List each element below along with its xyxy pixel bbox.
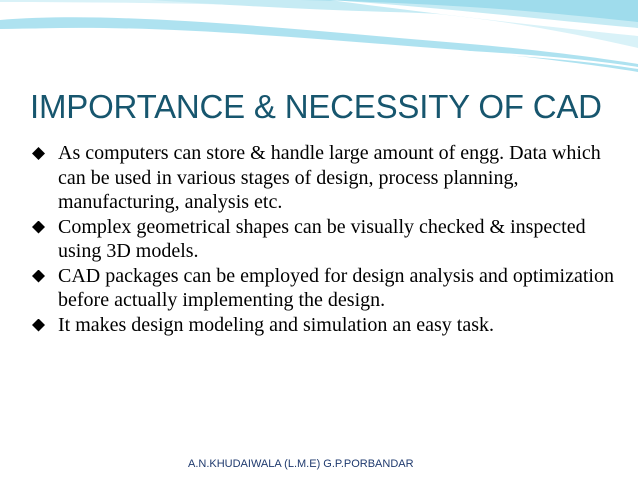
bullet-text: CAD packages can be employed for design analysis and optimization before actually implementing the design. xyxy=(58,264,614,311)
slide-footer: A.N.KHUDAIWALA (L.M.E) G.P.PORBANDAR xyxy=(188,458,414,470)
bullet-text: As computers can store & handle large amount of engg. Data which can be used in various stages of design, process planning, manufacturing, analysis etc. xyxy=(58,142,601,213)
bullet-list xyxy=(32,141,622,337)
bullet-item xyxy=(32,141,622,215)
bullet-text: It makes design modeling and simulation an easy task. xyxy=(58,313,495,336)
diamond-bullet-icon xyxy=(32,147,45,160)
bullet-item xyxy=(32,313,622,338)
bullet-text: Complex geometrical shapes can be visually checked & inspected using 3D models. xyxy=(58,215,586,262)
diamond-bullet-icon xyxy=(32,270,45,283)
slide-title: IMPORTANCE & NECESSITY OF CAD xyxy=(30,88,602,125)
wave-header-decoration xyxy=(0,0,638,90)
bullet-item xyxy=(32,215,622,264)
diamond-bullet-icon xyxy=(32,319,45,332)
diamond-bullet-icon xyxy=(32,221,45,234)
bullet-item xyxy=(32,264,622,313)
